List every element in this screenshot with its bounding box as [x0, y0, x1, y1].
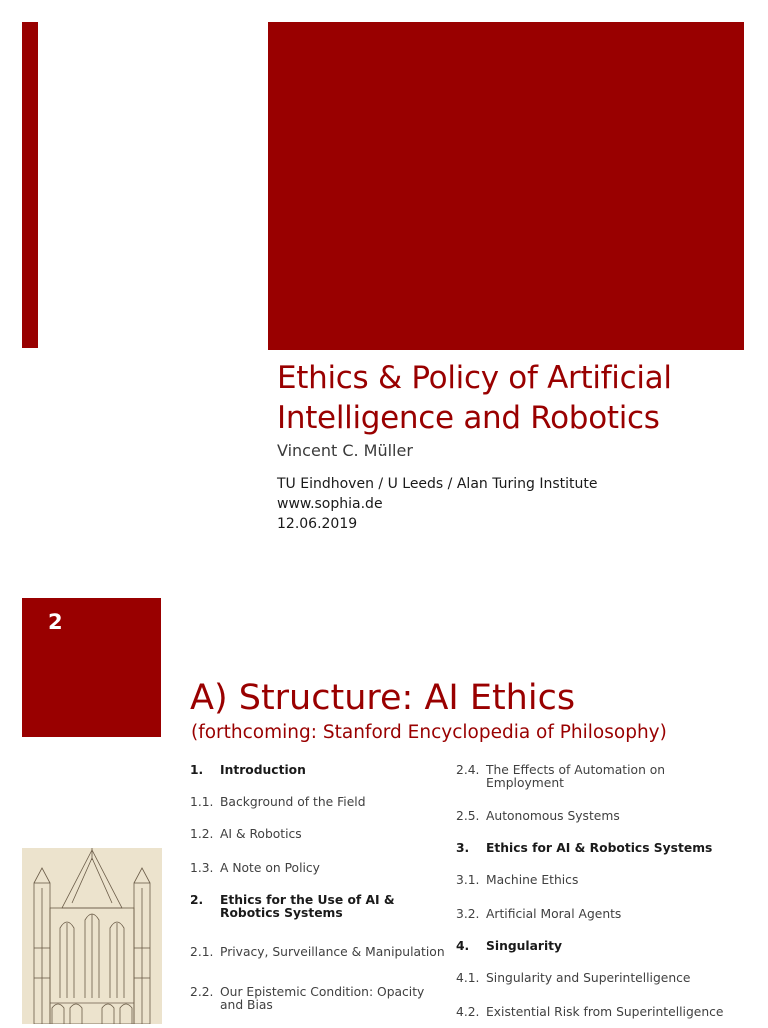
toc-item-text: Ethics for AI & Robotics Systems	[486, 841, 713, 855]
toc-item	[190, 862, 446, 875]
toc-item-text: Singularity	[486, 939, 563, 953]
slide2-subtitle: (forthcoming: Stanford Encyclopedia of Philosophy)	[191, 722, 667, 743]
slide1-title: Ethics & Policy of Artificial Intelligence and Robotics	[277, 360, 672, 436]
toc-item	[190, 764, 446, 777]
toc-item-number: 2.4.	[456, 763, 480, 777]
toc-item-text: Existential Risk from Superintelligence	[486, 1005, 724, 1019]
slide2-title: A) Structure: AI Ethics	[190, 678, 576, 718]
toc-item-number: 2.1.	[190, 945, 214, 959]
toc-item-text: Autonomous Systems	[486, 809, 620, 823]
toc-item-text: Privacy, Surveillance & Manipulation	[220, 945, 445, 959]
slide1-left-accent-bar	[22, 22, 38, 348]
toc-item-number: 1.2.	[190, 827, 214, 841]
slide1-author: Vincent C. Müller	[277, 441, 413, 460]
toc-item	[190, 986, 446, 1012]
toc-item-number: 3.2.	[456, 907, 480, 921]
toc-item	[456, 908, 746, 921]
toc-item-text: Ethics for the Use of AI & Robotics Systems	[220, 893, 395, 920]
toc-item-number: 4.2.	[456, 1005, 480, 1019]
toc-item	[456, 1006, 746, 1019]
toc-item	[190, 946, 446, 959]
toc-item-text: A Note on Policy	[220, 861, 320, 875]
cathedral-illustration	[22, 848, 162, 1024]
toc-item-text: Machine Ethics	[486, 873, 579, 887]
toc-item	[456, 842, 746, 855]
toc-item-text: Artificial Moral Agents	[486, 907, 622, 921]
slide-number: 2	[48, 610, 63, 634]
toc-item-text: Background of the Field	[220, 795, 366, 809]
toc-item-number: 3.	[456, 841, 470, 855]
toc-item	[190, 894, 446, 920]
slide1-affiliation: TU Eindhoven / U Leeds / Alan Turing Institute	[277, 476, 598, 492]
toc-item	[190, 796, 446, 809]
toc-item	[456, 764, 746, 790]
toc-item	[456, 940, 746, 953]
toc-item-number: 3.1.	[456, 873, 480, 887]
slide1-date: 12.06.2019	[277, 516, 358, 532]
slide1-title-block	[268, 22, 744, 350]
slide2-number-block	[22, 598, 161, 737]
toc-item	[456, 810, 746, 823]
toc-item-text: Introduction	[220, 763, 306, 777]
toc-item-number: 2.	[190, 893, 204, 907]
toc-item-number: 4.	[456, 939, 470, 953]
toc-item-number: 1.1.	[190, 795, 214, 809]
toc-item-text: Our Epistemic Condition: Opacity and Bias	[220, 985, 425, 1012]
toc-item-number: 1.3.	[190, 861, 214, 875]
toc-item-number: 4.1.	[456, 971, 480, 985]
toc-item	[190, 828, 446, 841]
toc-item-text: AI & Robotics	[220, 827, 302, 841]
toc-item-number: 2.5.	[456, 809, 480, 823]
toc-item-text: Singularity and Superintelligence	[486, 971, 691, 985]
toc-item-text: The Effects of Automation on Employment	[486, 763, 666, 790]
slide1-website: www.sophia.de	[277, 496, 383, 512]
toc-item-number: 2.2.	[190, 985, 214, 999]
toc-item-number: 1.	[190, 763, 204, 777]
toc-item	[456, 874, 746, 887]
toc-item	[456, 972, 746, 985]
